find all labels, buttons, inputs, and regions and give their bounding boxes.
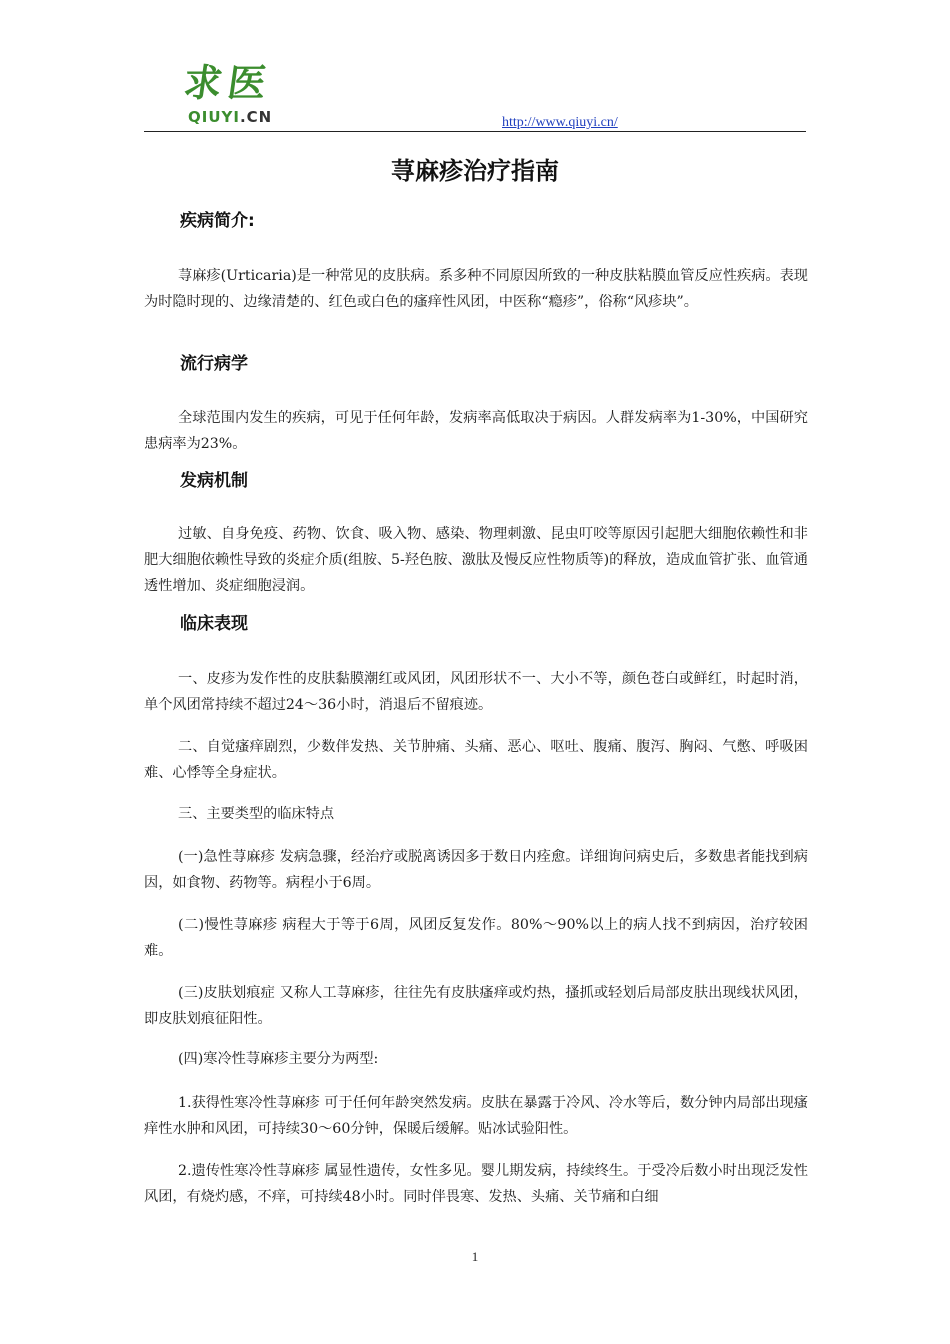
- document-title: 荨麻疹治疗指南: [391, 157, 559, 185]
- logo-latin-text: [188, 108, 272, 126]
- paragraph-clinical-dermographism: (三)皮肤划痕症 又称人工荨麻疹，往往先有皮肤瘙痒或灼热，搔抓或轻划后局部皮肤出现线状风团，即皮肤划痕征阳性。: [144, 985, 808, 1027]
- paragraph-clinical-chronic: (二)慢性荨麻疹 病程大于等于6周，风团反复发作。80%～90%以上的病人找不到病因，治疗较困难。: [144, 917, 808, 959]
- logo-chinese-mark: 求医: [180, 61, 276, 105]
- paragraph-intro: 荨麻疹(Urticaria)是一种常见的皮肤病。系多种不同原因所致的一种皮肤粘膜血管反应性疾病。表现为时隐时现的、边缘清楚的、红色或白色的瘙痒性风团，中医称“瘾疹”，俗称“风疹块”。: [144, 268, 808, 310]
- page-number: 1: [471, 1249, 479, 1264]
- logo-cn: CN: [246, 108, 273, 126]
- qiuyi-logo: [180, 60, 314, 132]
- paragraph-clinical-2: 二、自觉瘙痒剧烈，少数伴发热、关节肿痛、头痛、恶心、呕吐、腹痛、腹泻、胸闷、气憋、呼吸困难、心悸等全身症状。: [144, 739, 808, 781]
- paragraph-pathogenesis: 过敏、自身免疫、药物、饮食、吸入物、感染、物理刺激、昆虫叮咬等原因引起肥大细胞依赖性和非肥大细胞依赖性导致的炎症介质(组胺、5-羟色胺、激肽及慢反应性物质等)的释放，造成血管扩张、血管通透性增加、炎症细胞浸润。: [144, 526, 808, 594]
- paragraph-clinical-cold-hereditary: 2.遗传性寒冷性荨麻疹 属显性遗传，女性多见。婴儿期发病，持续终生。于受冷后数小时出现泛发性风团，有烧灼感，不痒，可持续48小时。同时伴畏寒、发热、头痛、关节痛和白细: [144, 1163, 808, 1205]
- section-heading-epidemiology: 流行病学: [180, 354, 248, 374]
- paragraph-clinical-1: 一、皮疹为发作性的皮肤黏膜潮红或风团，风团形状不一、大小不等，颜色苍白或鲜红，时起时消，单个风团常持续不超过24～36小时，消退后不留痕迹。: [144, 671, 808, 713]
- section-heading-intro: 疾病简介:: [180, 211, 255, 231]
- page-header: [144, 60, 806, 132]
- paragraph-clinical-cold: (四)寒冷性荨麻疹主要分为两型:: [178, 1051, 379, 1067]
- logo-latin-name: QIUYI: [188, 108, 240, 126]
- site-url-link[interactable]: http://www.qiuyi.cn/: [502, 115, 618, 130]
- paragraph-epidemiology: 全球范围内发生的疾病，可见于任何年龄，发病率高低取决于病因。人群发病率为1-30%，中国研究患病率为23%。: [144, 410, 808, 452]
- logo-dot: .: [239, 108, 247, 126]
- header-divider: [144, 131, 806, 132]
- paragraph-clinical-3: 三、主要类型的临床特点: [178, 806, 335, 822]
- section-heading-pathogenesis: 发病机制: [180, 471, 248, 491]
- section-heading-clinical: 临床表现: [180, 614, 248, 634]
- paragraph-clinical-acute: (一)急性荨麻疹 发病急骤，经治疗或脱离诱因多于数日内痊愈。详细询问病史后，多数患者能找到病因，如食物、药物等。病程小于6周。: [144, 849, 808, 891]
- paragraph-clinical-cold-acquired: 1.获得性寒冷性荨麻疹 可于任何年龄突然发病。皮肤在暴露于冷风、冷水等后，数分钟内局部出现瘙痒性水肿和风团，可持续30～60分钟，保暖后缓解。贴冰试验阳性。: [144, 1095, 808, 1137]
